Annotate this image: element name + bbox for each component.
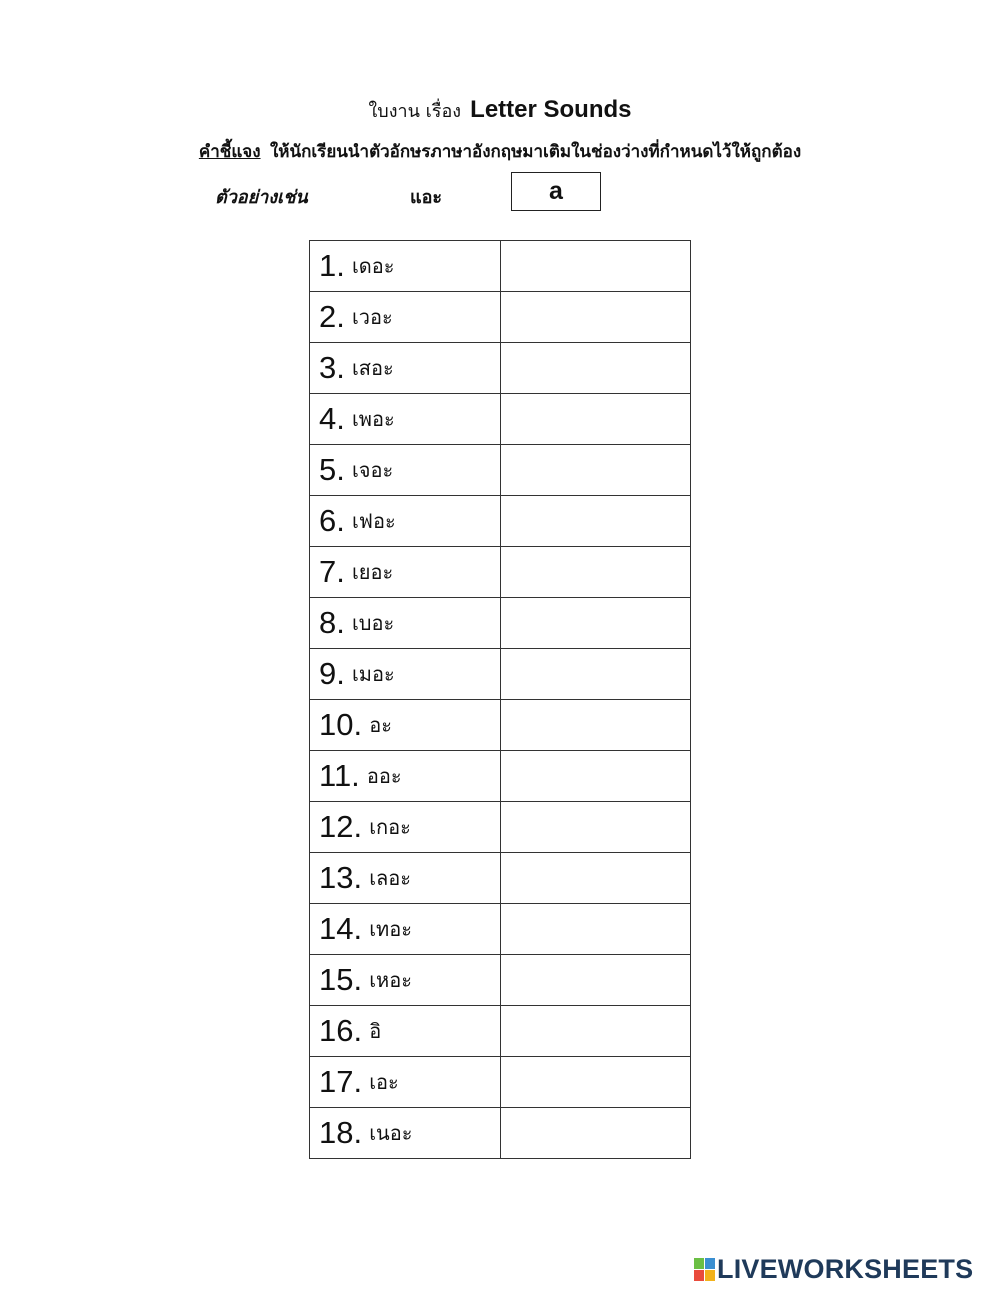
- item-number: 4.: [319, 401, 345, 436]
- item-sound: เอะ: [369, 1070, 399, 1094]
- worksheet-title: [0, 96, 1000, 125]
- item-number: 2.: [319, 299, 345, 334]
- item-number: 1.: [319, 248, 345, 283]
- table-row: [310, 241, 691, 292]
- item-cell: [310, 292, 501, 343]
- logo-square-3: [694, 1270, 704, 1281]
- item-number: 15.: [319, 962, 363, 997]
- item-sound: เลอะ: [369, 866, 412, 890]
- table-row: [310, 547, 691, 598]
- answer-cell[interactable]: [500, 343, 690, 394]
- item-cell: [310, 853, 501, 904]
- liveworksheets-logo-icon: [694, 1258, 715, 1281]
- title-main: Letter Sounds: [470, 96, 632, 123]
- item-sound: เพอะ: [351, 407, 395, 431]
- item-cell: [310, 598, 501, 649]
- table-row: [310, 1006, 691, 1057]
- example-sound: แอะ: [410, 187, 443, 208]
- answer-cell[interactable]: [500, 394, 690, 445]
- table-row: [310, 649, 691, 700]
- item-cell: [310, 1006, 501, 1057]
- logo-square-4: [705, 1270, 715, 1281]
- table-row: [310, 751, 691, 802]
- item-sound: เกอะ: [369, 815, 411, 839]
- answer-cell[interactable]: [500, 955, 690, 1006]
- item-sound: เบอะ: [351, 611, 395, 635]
- item-cell: [310, 802, 501, 853]
- answer-cell[interactable]: [500, 1108, 690, 1159]
- example-answer-box: [511, 172, 601, 211]
- item-number: 6.: [319, 503, 345, 538]
- item-cell: [310, 955, 501, 1006]
- table-row: [310, 802, 691, 853]
- table-row: [310, 445, 691, 496]
- item-number: 5.: [319, 452, 345, 487]
- instruction-label: คำชี้แจง: [198, 142, 261, 162]
- item-number: 10.: [319, 707, 363, 742]
- item-sound: เมอะ: [351, 662, 395, 686]
- item-number: 12.: [319, 809, 363, 844]
- answer-cell[interactable]: [500, 649, 690, 700]
- table-row: [310, 1108, 691, 1159]
- item-cell: [310, 904, 501, 955]
- answer-cell[interactable]: [500, 802, 690, 853]
- item-cell: [310, 1057, 501, 1108]
- answer-cell[interactable]: [500, 904, 690, 955]
- item-sound: เจอะ: [351, 458, 394, 482]
- instruction-text: ให้นักเรียนนำตัวอักษรภาษาอังกฤษมาเติมในช่องว่างที่กำหนดไว้ให้ถูกต้อง: [269, 142, 802, 162]
- answer-cell[interactable]: [500, 598, 690, 649]
- item-cell: [310, 751, 501, 802]
- item-cell: [310, 496, 501, 547]
- table-row: [310, 598, 691, 649]
- item-number: 13.: [319, 860, 363, 895]
- answer-cell[interactable]: [500, 241, 690, 292]
- item-number: 18.: [319, 1115, 363, 1150]
- item-sound: เสอะ: [351, 356, 394, 380]
- table-row: [310, 853, 691, 904]
- answer-cell[interactable]: [500, 292, 690, 343]
- logo-square-1: [694, 1258, 704, 1269]
- item-sound: เยอะ: [351, 560, 394, 584]
- item-cell: [310, 445, 501, 496]
- answer-cell[interactable]: [500, 1006, 690, 1057]
- item-number: 8.: [319, 605, 345, 640]
- table-row: [310, 904, 691, 955]
- item-cell: [310, 547, 501, 598]
- item-number: 17.: [319, 1064, 363, 1099]
- answer-cell[interactable]: [500, 445, 690, 496]
- logo-text: LIVEWORKSHEETS: [717, 1254, 974, 1284]
- item-number: 16.: [319, 1013, 363, 1048]
- answer-table: [309, 240, 691, 1159]
- answer-cell[interactable]: [500, 1057, 690, 1108]
- table-row: [310, 394, 691, 445]
- item-sound: เนอะ: [369, 1121, 413, 1145]
- answer-table-body: [310, 241, 691, 1159]
- table-row: [310, 700, 691, 751]
- instructions: [0, 138, 1000, 165]
- item-sound: เหอะ: [369, 968, 412, 992]
- item-cell: [310, 394, 501, 445]
- item-sound: เฟอะ: [351, 509, 396, 533]
- table-row: [310, 1057, 691, 1108]
- answer-cell[interactable]: [500, 751, 690, 802]
- logo-square-2: [705, 1258, 715, 1269]
- example-label: ตัวอย่างเช่น: [215, 187, 308, 208]
- item-sound: เทอะ: [369, 917, 412, 941]
- item-number: 3.: [319, 350, 345, 385]
- table-row: [310, 343, 691, 394]
- item-number: 7.: [319, 554, 345, 589]
- item-number: 9.: [319, 656, 345, 691]
- table-row: [310, 496, 691, 547]
- liveworksheets-logo: [694, 1254, 973, 1285]
- item-number: 11.: [319, 758, 360, 793]
- table-row: [310, 955, 691, 1006]
- item-sound: อิ: [369, 1019, 382, 1043]
- item-number: 14.: [319, 911, 363, 946]
- item-cell: [310, 343, 501, 394]
- answer-cell[interactable]: [500, 547, 690, 598]
- item-sound: เวอะ: [351, 305, 393, 329]
- answer-cell[interactable]: [500, 496, 690, 547]
- item-cell: [310, 241, 501, 292]
- example-answer: a: [549, 177, 563, 205]
- title-prefix: ใบงาน เรื่อง: [368, 101, 462, 122]
- answer-cell[interactable]: [500, 700, 690, 751]
- item-sound: ออะ: [366, 764, 402, 788]
- item-cell: [310, 1108, 501, 1159]
- answer-cell[interactable]: [500, 853, 690, 904]
- item-cell: [310, 700, 501, 751]
- table-row: [310, 292, 691, 343]
- item-cell: [310, 649, 501, 700]
- item-sound: อะ: [369, 713, 392, 737]
- item-sound: เดอะ: [351, 254, 395, 278]
